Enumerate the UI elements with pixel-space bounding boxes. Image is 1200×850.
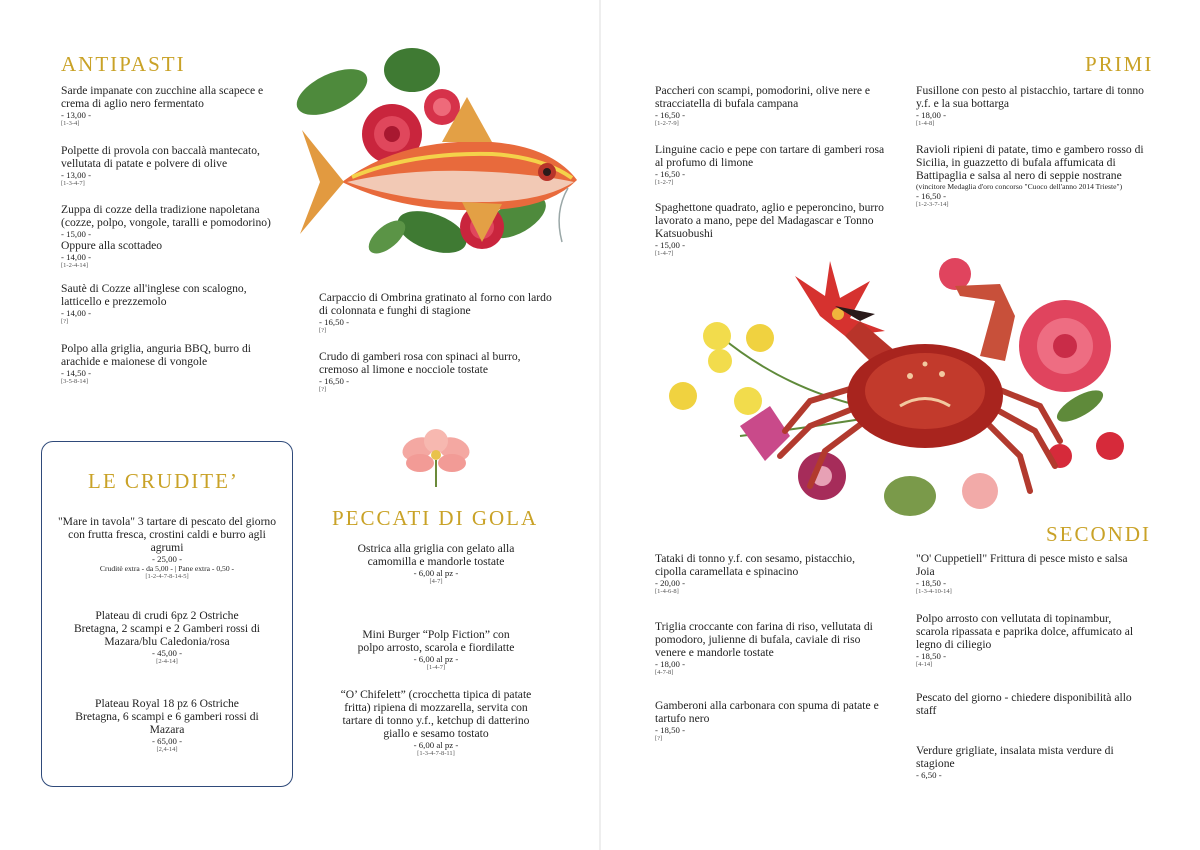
menu-item: Sarde impanate con zucchine alla scapece e crema di aglio nero fermentato - 13,00 - [1-3-4] bbox=[61, 84, 264, 127]
menu-item: Plateau Royal 18 pz 6 Ostriche Bretagna, 6 scampi e 6 gamberi rossi di Mazara - 65,00 - [2,4-14] bbox=[75, 697, 259, 753]
menu-item: “O’ Chifelett” (crocchetta tipica di patate fritta) ripiena di mozzarella, servita con tartare di tonno y.f., ketchup di datterino giallo e sesamo tostato - 6,00 al pz - [1-3-4-7-8-11] bbox=[340, 688, 532, 757]
menu-item: Tataki di tonno y.f. con sesamo, pistacchio, cipolla caramellata e spinacino - 20,00 - [1-4-6-8] bbox=[655, 552, 855, 595]
section-title-secondi: SECONDI bbox=[1046, 522, 1152, 546]
crab-with-flowers-illustration bbox=[660, 256, 1140, 526]
menu-item: Triglia croccante con farina di riso, vellutata di pomodoro, julienne di bufala, caviale di riso venere e mandorle tostate - 18,00 - [4-7-8] bbox=[655, 620, 873, 676]
section-title-antipasti: ANTIPASTI bbox=[61, 52, 186, 76]
menu-item: Crudo di gamberi rosa con spinaci al burro, cremoso al limone e nocciole tostate - 16,50 - [?] bbox=[319, 350, 521, 393]
menu-item: "O' Cuppetiell" Frittura di pesce misto e salsa Joia - 18,50 - [1-3-4-10-14] bbox=[916, 552, 1128, 595]
menu-item: Ostrica alla griglia con gelato alla camomilla e mandorle tostate - 6,00 al pz - [4-7] bbox=[357, 542, 515, 585]
menu-item: Sautè di Cozze all'inglese con scalogno, latticello e prezzemolo - 14,00 - [?] bbox=[61, 282, 247, 325]
menu-item: "Mare in tavola" 3 tartare di pescato del giorno con frutta fresca, crostini caldi e burro agli agrumi - 25,00 - Cruditè extra - da 5,00 - | Pane extra - 0,50 - [1-2-4-7-8-14-5] bbox=[57, 515, 277, 580]
page-fold bbox=[599, 0, 601, 850]
fish-with-roses-illustration bbox=[292, 42, 582, 252]
menu-item: Plateau di crudi 6pz 2 Ostriche Bretagna, 2 scampi e 2 Gamberi rossi di Mazara/blu Caledonia/rosa - 45,00 - [2-4-14] bbox=[73, 609, 261, 665]
menu-item: Carpaccio di Ombrina gratinato al forno con lardo di colonnata e funghi di stagione - 16,50 - [?] bbox=[319, 291, 552, 334]
menu-item: Polpo arrosto con vellutata di topinambur, scarola ripassata e paprika dolce, affumicato al legno di ciliegio - 18,50 - [4-14] bbox=[916, 612, 1134, 668]
menu-item: Paccheri con scampi, pomodorini, olive nere e stracciatella di bufala campana - 16,50 - [1-2-7-9] bbox=[655, 84, 871, 127]
menu-item: Pescato del giorno - chiedere disponibilità allo staff bbox=[916, 691, 1132, 717]
menu-item: Gamberoni alla carbonara con spuma di patate e tartufo nero - 18,50 - [?] bbox=[655, 699, 879, 742]
menu-item: Spaghettone quadrato, aglio e peperoncino, burro lavorato a mano, pepe del Madagascar e Tonno Katsuobushi - 15,00 - [1-4-7] bbox=[655, 201, 884, 257]
menu-item: Zuppa di cozze della tradizione napoletana (cozze, polpo, vongole, taralli e pomodorino) - 15,00 - Oppure alla scottadeo - 14,00 - [1-2-4-14] bbox=[61, 203, 271, 269]
menu-item: Mini Burger “Polp Fiction” con polpo arrosto, scarola e fiordilatte - 6,00 al pz - [1-4-7] bbox=[357, 628, 515, 671]
menu-item: Linguine cacio e pepe con tartare di gamberi rosa al profumo di limone - 16,50 - [1-2-7] bbox=[655, 143, 885, 186]
menu-item: Fusillone con pesto al pistacchio, tartare di tonno y.f. e la sua bottarga - 18,00 - [1-4-8] bbox=[916, 84, 1144, 127]
section-title-primi: PRIMI bbox=[1085, 52, 1154, 76]
section-title-crudite: LE CRUDITE’ bbox=[88, 469, 239, 493]
menu-item: Polpo alla griglia, anguria BBQ, burro di arachide e maionese di vongole - 14,50 - [3-5-8-14] bbox=[61, 342, 251, 385]
menu-item: Ravioli ripieni di patate, timo e gambero rosso di Sicilia, in guazzetto di bufala affumicata di Battipaglia e salsa al nero di seppie nostrane (vincitore Medaglia d'oro concorso "Cuoco dell'anno 2014 Trieste") - 16,50 - [1-2-3-7-14] bbox=[916, 143, 1144, 208]
menu-item: Verdure grigliate, insalata mista verdure di stagione - 6,50 - bbox=[916, 744, 1114, 780]
pink-flower-icon bbox=[396, 427, 476, 489]
section-title-peccati: PECCATI DI GOLA bbox=[332, 506, 539, 530]
menu-item: Polpette di provola con baccalà mantecato, vellutata di patate e polvere di olive - 13,00 - [1-3-4-7] bbox=[61, 144, 260, 187]
